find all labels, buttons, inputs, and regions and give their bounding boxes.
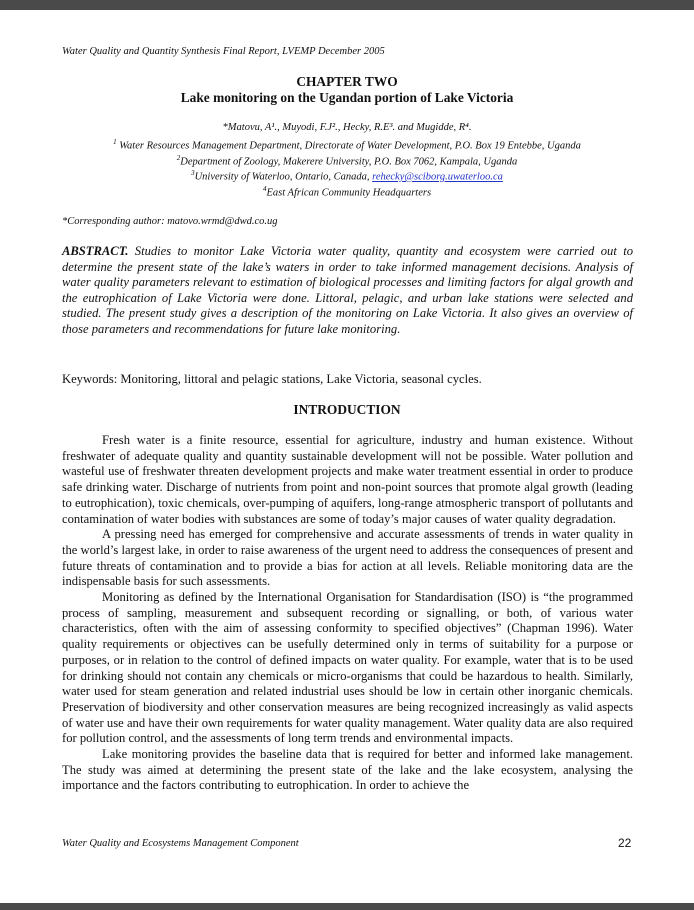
affiliation-1: $^1$ Water Resources Management Department, Directorate of Water Development, P.O. Box 19 Entebbe, Uganda: [113, 138, 581, 152]
paragraph: A pressing need has emerged for comprehensive and accurate assessments of trends in water quality in the world’s largest lake, in order to raise awareness of the urgent need to address the consequences of present and future threats of contamination and to provide a bias for action at all levels. Reliable monitoring data are the indispensable basis for such assessments.: [62, 527, 633, 589]
paragraph: Lake monitoring provides the baseline data that is required for better and informed lake management. The study was aimed at determining the present state of the lake and the lake ecosystem, analysing the importance and the factors contributing to eutrophication. In order to achieve the: [62, 747, 633, 793]
affiliation-4: $^4$East African Community Headquarters: [262, 185, 432, 199]
viewer-top-bar: [0, 0, 694, 10]
paragraph: Fresh water is a finite resource, essential for agriculture, industry and human existence. Without freshwater of adequate quality and quantity sustainable development will not be possible. Water pollution and wasteful use of freshwater threaten development projects and make water treatment essential in order to produce safe drinking water. Discharge of nutrients from point and non-point sources that promote algal growth (leading to eutrophication), toxic chemicals, over-pumping of aquifers, long-range atmospheric transport of pollutants and contamination of water bodies with substances are some of today’s major causes of water quality degradation.: [62, 433, 633, 526]
abstract-label: ABSTRACT.: [62, 244, 129, 258]
viewer-bottom-bar: [0, 903, 694, 910]
page-number: 22: [618, 836, 632, 850]
affiliation-2: $^2$Department of Zoology, Makerere University, P.O. Box 7062, Kampala, Uganda: [176, 154, 518, 168]
affiliation-3: $^3$University of Waterloo, Ontario, Canada, rehecky@sciborg.uwaterloo.ca: [191, 169, 503, 183]
section-heading-introduction: INTRODUCTION: [293, 402, 401, 417]
introduction-body: [62, 433, 633, 794]
running-header: Water Quality and Quantity Synthesis Final Report, LVEMP December 2005: [62, 46, 385, 57]
running-footer: Water Quality and Ecosystems Management Component: [62, 838, 299, 849]
abstract: [62, 244, 633, 338]
author-list: *Matovu, A¹., Muyodi, F.J²., Hecky, R.E³. and Mugidde, R⁴.: [222, 122, 472, 133]
chapter-label: CHAPTER TWO: [296, 74, 398, 89]
abstract-text: Studies to monitor Lake Victoria water quality, quantity and ecosystem were carried out to determine the present state of the lake’s waters in order to take informed management decisions. Analysis of water quality parameters relevant to estimation of biological processes and limiting factors for algal growth and the eutrophication of Lake Victoria were done. Littoral, pelagic, and urban lake stations were selected and studied. The present study gives a description of the monitoring on Lake Victoria. It also gives an overview of those parameters and recommendations for future lake monitoring.: [62, 244, 633, 336]
chapter-title: Lake monitoring on the Ugandan portion of Lake Victoria: [180, 90, 514, 105]
keywords: Keywords: Monitoring, littoral and pelagic stations, Lake Victoria, seasonal cycles.: [62, 372, 482, 386]
paragraph: Monitoring as defined by the International Organisation for Standardisation (ISO) is “the programmed process of sampling, measurement and subsequent recording or signalling, or both, of various water characteristics, often with the aim of assessing conformity to specified objectives” (Chapman 1996). Water quality requirements or objectives can be usefully determined only in terms of suitability for a purpose or purposes, or in relation to the control of defined impacts on water quality. For example, water that is to be used for drinking should not contain any chemicals or micro-organisms that could be hazardous to health. Similarly, water used for steam generation and related industrial uses should be low in certain other inorganic chemicals. Preservation of biodiversity and other conservation measures are being recognized increasingly as valid aspects of water use and have their own requirements for water quality management. Water quality data are also required for pollution control, and the assessments of long term trends and environmental impacts.: [62, 590, 633, 746]
corresponding-author: *Corresponding author: matovo.wrmd@dwd.co.ug: [62, 216, 278, 227]
author-email-link[interactable]: rehecky@sciborg.uwaterloo.ca: [372, 171, 503, 183]
